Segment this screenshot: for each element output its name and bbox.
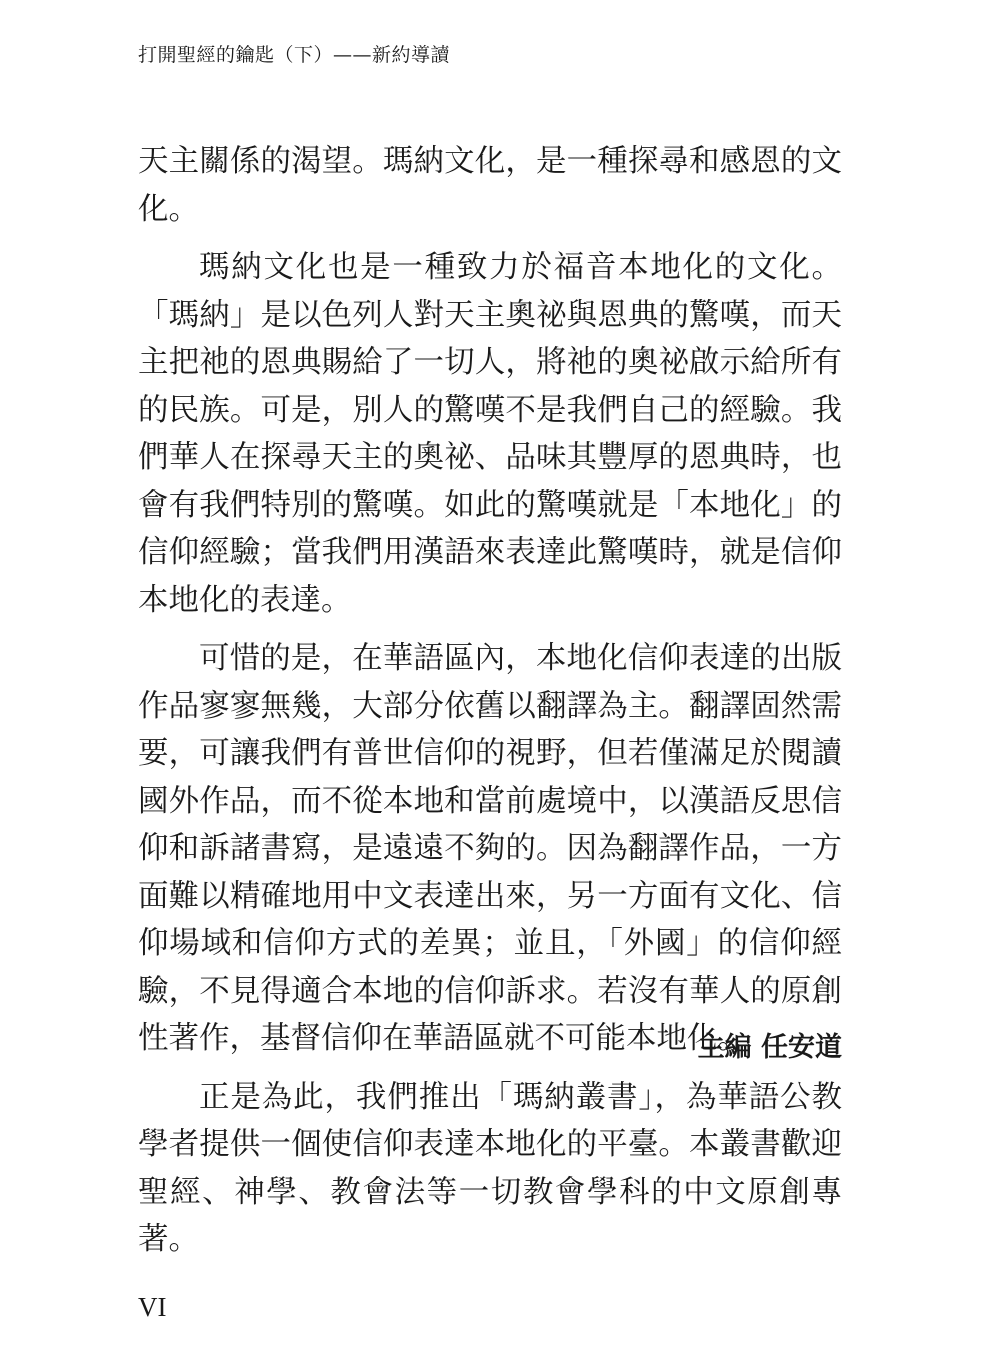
paragraph-continuation: 天主關係的渴望。瑪納文化，是一種探尋和感恩的文化。 — [138, 144, 842, 227]
body-text — [138, 138, 842, 1264]
running-header: 打開聖經的鑰匙（下）——新約導讀 — [138, 44, 451, 66]
paragraph: 瑪納文化也是一種致力於福音本地化的文化。「瑪納」是以色列人對天主奧祕與恩典的驚嘆，而天主把祂的恩典賜給了一切人，將祂的奧祕啟示給所有的民族。可是，別人的驚嘆不是我們自己的經驗。我們華人在探尋天主的奧祕、品味其豐厚的恩典時，也會有我們特別的驚嘆。如此的驚嘆就是「本地化」的信仰經驗；當我們用漢語來表達此驚嘆時，就是信仰本地化的表達。 — [138, 250, 842, 618]
paragraph: 正是為此，我們推出「瑪納叢書」，為華語公教學者提供一個使信仰表達本地化的平臺。本叢書歡迎聖經、神學、教會法等一切教會學科的中文原創專著。 — [138, 1079, 842, 1257]
paragraph: 可惜的是，在華語區內，本地化信仰表達的出版作品寥寥無幾，大部分依舊以翻譯為主。翻譯固然需要，可讓我們有普世信仰的視野，但若僅滿足於閱讀國外作品，而不從本地和當前處境中，以漢語反思信仰和訴諸書寫，是遠遠不夠的。因為翻譯作品，一方面難以精確地用中文表達出來，另一方面有文化、信仰場域和信仰方式的差異；並且，「外國」的信仰經驗，不見得適合本地的信仰訴求。若沒有華人的原創性著作，基督信仰在華語區就不可能本地化。 — [138, 641, 842, 1056]
editor-signature: 主編 任安道 — [697, 1032, 842, 1063]
page-number: VI — [138, 1292, 167, 1322]
